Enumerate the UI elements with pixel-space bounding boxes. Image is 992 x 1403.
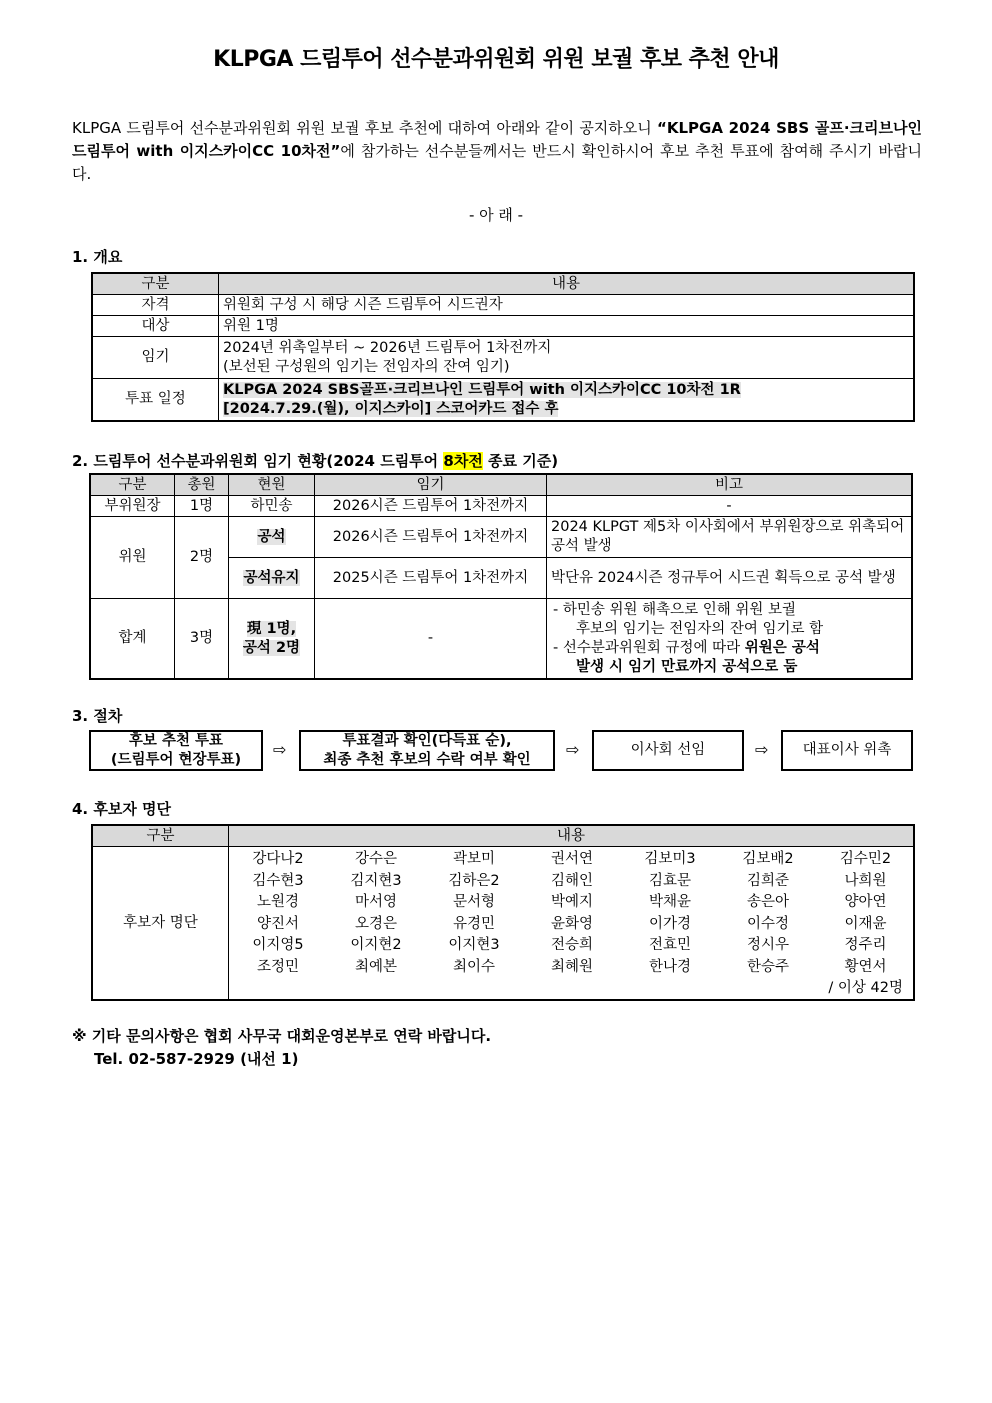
candidate-name: 최혜원: [550, 958, 594, 975]
candidate-name: 김해인: [550, 872, 594, 889]
status-total-current-line2: 공석 2명: [242, 639, 301, 656]
intro-text-1: KLPGA 드림투어 선수분과위원회 위원 보궐 후보 추천에 대하여 아래와 같이 공지하오니: [72, 119, 658, 137]
status-total-current-line1: 現 1명,: [246, 620, 297, 637]
status-vice-chair-note: -: [547, 496, 912, 517]
candidate-row: [229, 892, 914, 914]
candidate-name: 정시우: [746, 937, 790, 953]
contact-note-line1: ※ 기타 문의사항은 협회 사무국 대회운영본부로 연락 바랍니다.: [72, 1027, 492, 1045]
status-header-gubun: 구분: [91, 475, 175, 496]
candidate-name: 오경은: [354, 915, 398, 932]
status-total-term: -: [315, 599, 547, 679]
status-vice-chair-total: 1명: [175, 496, 229, 517]
intro-text-2: 에 참가하는 선수분들께서는 반드시 확인하시어 후보 추천 투표에 참여해 주시기 바랍니다.: [72, 142, 923, 183]
status-total-note-line3: [553, 639, 907, 658]
status-member-total: 2명: [175, 517, 229, 599]
candidate-name: 김희준: [746, 872, 790, 889]
candidate-total: / 이상 42명: [828, 980, 903, 996]
candidate-name: 마서영: [354, 894, 398, 910]
overview-term-line2: (보선된 구성원의 임기는 전임자의 잔여 임기): [223, 358, 510, 375]
candidate-label: 후보자 명단: [93, 847, 229, 1000]
candidate-row: [229, 935, 914, 957]
overview-value-term: [219, 337, 914, 379]
page-title: KLPGA 드림투어 선수분과위원회 위원 보궐 후보 추천 안내: [213, 47, 779, 72]
status-header-total: 총원: [175, 475, 229, 496]
status-total-note-line2: 후보의 임기는 전임자의 잔여 임기로 함: [576, 620, 824, 637]
status-vice-chair-term: 2026시즌 드림투어 1차전까지: [315, 496, 547, 517]
candidate-name: 이지현3: [448, 937, 500, 953]
status-vice-chair-current: 하민송: [229, 496, 315, 517]
section1-heading: 1. 개요: [72, 248, 123, 266]
candidate-header-content: 내용: [229, 826, 914, 847]
contact-note: [72, 1025, 491, 1071]
candidate-name: 김하은2: [448, 872, 500, 889]
candidate-name: 한나경: [648, 958, 692, 975]
candidate-grid: [229, 849, 914, 978]
step3-line1: 이사회 선임: [630, 742, 706, 758]
candidate-list-cell: [229, 847, 914, 1000]
status-total-note: [547, 599, 912, 679]
status-member-current-1: [229, 517, 315, 558]
candidate-name: 문서형: [452, 894, 496, 910]
step1-line1: 후보 추천 투표: [128, 732, 224, 749]
candidate-row: [229, 871, 914, 893]
status-header-note: 비고: [547, 475, 912, 496]
candidate-row: [229, 849, 914, 871]
overview-header-gubun: 구분: [93, 274, 219, 295]
term-status-table: [90, 474, 912, 679]
status-total-note-line1: - 하민송 위원 해촉으로 인해 위원 보궐: [553, 601, 796, 618]
arrow-right-icon: ⇨: [273, 740, 287, 759]
overview-label-vote-schedule: 투표 일정: [93, 379, 219, 421]
candidate-name: 양아연: [844, 894, 887, 910]
status-member-term-2: 2025시즌 드림투어 1차전까지: [315, 558, 547, 599]
candidate-name: 윤화영: [550, 915, 594, 932]
step-board-appointment: [592, 730, 744, 771]
candidate-name: 송은아: [746, 894, 790, 910]
candidate-name: 김효문: [648, 872, 692, 889]
status-member-current-2: [229, 558, 315, 599]
candidate-name: 조정민: [256, 958, 300, 975]
intro-paragraph: [72, 117, 922, 186]
candidate-name: 전승희: [550, 937, 594, 953]
candidate-name: 김보배2: [742, 851, 794, 867]
candidate-name: 강수은: [354, 851, 398, 867]
candidate-name: 나희원: [844, 872, 887, 889]
status-total-label: 합계: [91, 599, 175, 679]
candidate-row: [229, 957, 914, 979]
candidate-name: 정주리: [844, 937, 887, 953]
vacant-badge: 공석: [257, 528, 286, 545]
vacant-maintained-badge: 공석유지: [243, 569, 300, 586]
section2-heading: [72, 450, 558, 471]
status-header-current: 현원: [229, 475, 315, 496]
intro-event-name: “KLPGA 2024 SBS 골프·크리브나인 드림투어 with 이지스카이CC 10차전”: [72, 119, 922, 160]
arrow-right-icon: ⇨: [755, 740, 769, 759]
overview-table: [92, 273, 914, 421]
status-total-note-line3-bold: 위원은 공석: [744, 639, 820, 656]
candidate-name: 최이수: [452, 958, 496, 975]
candidate-name: 유경민: [452, 915, 496, 932]
step-candidate-vote: [89, 730, 263, 771]
overview-label-qualification: 자격: [93, 295, 219, 316]
candidate-name: 이지현2: [350, 937, 402, 953]
candidate-row: [229, 914, 914, 936]
section2-heading-highlight: 8차전: [443, 452, 483, 470]
status-header-term: 임기: [315, 475, 547, 496]
arrow-right-icon: ⇨: [566, 740, 580, 759]
candidate-name: 박예지: [550, 894, 594, 910]
candidate-name: 김보미3: [644, 851, 696, 867]
vote-schedule-line1: KLPGA 2024 SBS골프·크리브나인 드림투어 with 이지스카이CC 10차전 1R: [223, 381, 741, 398]
candidate-name: 강다나2: [252, 851, 304, 867]
overview-term-line1: 2024년 위촉일부터 ~ 2026년 드림투어 1차전까지: [223, 339, 552, 356]
candidate-name: 전효민: [648, 937, 692, 953]
step-confirm-results: [299, 730, 555, 771]
status-total-current: [229, 599, 315, 679]
candidate-name: 한승주: [746, 958, 790, 975]
status-total-total: 3명: [175, 599, 229, 679]
status-member-label: 위원: [91, 517, 175, 599]
candidate-name: 박채윤: [648, 894, 692, 910]
candidate-name: 최예본: [354, 958, 398, 975]
overview-value-target: 위원 1명: [219, 316, 914, 337]
overview-value-vote-schedule: [219, 379, 914, 421]
overview-label-target: 대상: [93, 316, 219, 337]
contact-phone: Tel. 02-587-2929 (내선 1): [94, 1050, 299, 1068]
candidate-name: 이지영5: [252, 937, 304, 953]
step2-line2: 최종 추천 후보의 수락 여부 확인: [323, 751, 531, 768]
candidate-table: [92, 825, 914, 1000]
overview-header-content: 내용: [219, 274, 914, 295]
step4-line1: 대표이사 위촉: [802, 742, 892, 758]
candidate-name: 이가경: [648, 915, 692, 932]
section2-heading-pre: 2. 드림투어 선수분과위원회 임기 현황(2024 드림투어: [72, 452, 444, 470]
candidate-name: 권서연: [550, 851, 594, 867]
candidate-name: 황연서: [844, 958, 887, 975]
step1-line2: (드림투어 현장투표): [110, 751, 242, 768]
candidate-name: 양진서: [256, 915, 300, 932]
candidate-name: 김지현3: [350, 872, 402, 889]
section3-heading: 3. 절차: [72, 707, 123, 725]
status-member-note-1: 2024 KLPGT 제5차 이사회에서 부위원장으로 위촉되어 공석 발생: [547, 517, 912, 558]
candidate-name: 이수정: [746, 915, 790, 932]
step-ceo-commission: [781, 730, 913, 771]
step2-line1: 투표결과 확인(다득표 순),: [342, 732, 512, 749]
candidate-header-gubun: 구분: [93, 826, 229, 847]
status-total-note-line4: 발생 시 임기 만료까지 공석으로 둠: [576, 658, 798, 675]
status-vice-chair-label: 부위원장: [91, 496, 175, 517]
status-member-term-1: 2026시즌 드림투어 1차전까지: [315, 517, 547, 558]
candidate-name: 노원경: [256, 894, 300, 910]
status-member-note-2: 박단유 2024시즌 정규투어 시드권 획득으로 공석 발생: [547, 558, 912, 599]
overview-value-qualification: 위원회 구성 시 해당 시즌 드림투어 시드권자: [219, 295, 914, 316]
candidate-name: 곽보미: [452, 851, 496, 867]
candidate-name: 김수민2: [839, 851, 892, 867]
center-note: - 아 래 -: [468, 206, 524, 224]
status-total-note-line3-pre: - 선수분과위원회 규정에 따라: [553, 639, 745, 656]
overview-label-term: 임기: [93, 337, 219, 379]
vote-schedule-line2: [2024.7.29.(월), 이지스카이] 스코어카드 접수 후: [223, 400, 559, 417]
candidate-name: 김수현3: [252, 872, 304, 889]
section4-heading: 4. 후보자 명단: [72, 800, 172, 818]
candidate-name: 이재윤: [844, 915, 887, 932]
section2-heading-post: 종료 기준): [482, 452, 559, 470]
